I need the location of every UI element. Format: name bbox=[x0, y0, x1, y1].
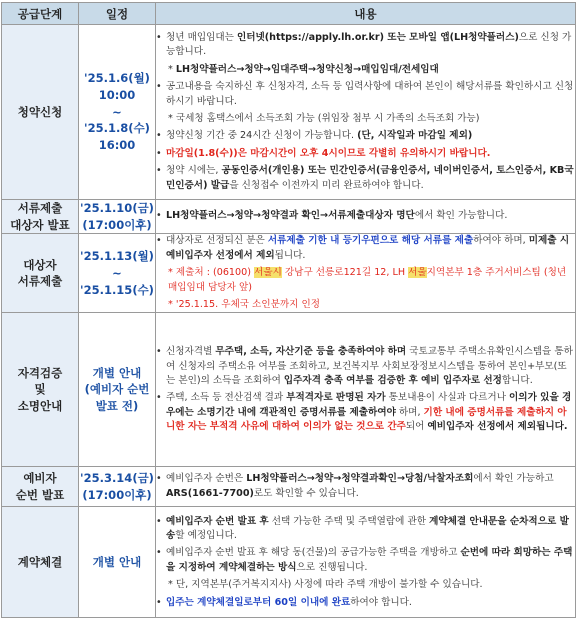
note-item bbox=[156, 266, 575, 295]
text-run: (단, 시작일과 마감일 제외) bbox=[357, 130, 473, 142]
schedule-table bbox=[1, 2, 576, 618]
content-cell bbox=[156, 467, 576, 507]
text-run: 서울시 bbox=[254, 267, 282, 279]
schedule-date: '25.3.14(금) bbox=[80, 471, 154, 486]
text-run: 대상자로 선정되신 분은 bbox=[166, 235, 268, 247]
header-schedule: 일정 bbox=[79, 3, 156, 25]
schedule-date: (17:00이후) bbox=[82, 217, 152, 232]
text-run: 입주자격 충족 여부를 검증한 후 예비 입주자로 선정 bbox=[283, 374, 502, 386]
text-run: 순번에 따라 희망하는 주택을 지정하여 계약체결하는 방식 bbox=[166, 547, 573, 573]
note-item bbox=[156, 578, 575, 592]
text-run: 인터넷(https://apply.lh.or.kr) 또는 모바일 앱(LH청약플러스) bbox=[236, 32, 519, 44]
text-run: 하여야 합니다. bbox=[350, 596, 412, 608]
text-run: 서류제출 기한 내 등기우편으로 해당 서류를 제출 bbox=[267, 235, 474, 247]
text-run: 부적격자로 판명된 자가 bbox=[286, 392, 386, 404]
schedule-date: 개별 안내 bbox=[92, 365, 142, 380]
schedule-date: '25.1.6(월) bbox=[84, 71, 150, 86]
schedule-date: ~ bbox=[112, 104, 122, 119]
header-stage: 공급단계 bbox=[2, 3, 79, 25]
bullet-item bbox=[156, 472, 575, 501]
bullet-icon: • bbox=[156, 130, 162, 142]
bullet-icon: • bbox=[156, 32, 162, 44]
table-row bbox=[2, 467, 576, 507]
bullet-icon: • bbox=[156, 210, 162, 222]
text-run: 마감일(1.8(수))은 마감시간이 오후 4시이므로 각별히 유의하시기 바랍니다. bbox=[166, 147, 491, 159]
table-row bbox=[2, 200, 576, 234]
bullet-item bbox=[156, 164, 575, 193]
text-run: 청약신청 기간 중 24시간 신청이 가능합니다. bbox=[166, 130, 358, 142]
text-run: 공동인증서(개인용) 또는 민간인증서(금융인증서, 네이버인증서, 토스인증서, KB국민인증서) 발급 bbox=[166, 165, 574, 191]
bullet-item bbox=[156, 596, 575, 610]
schedule-date: '25.1.10(금) bbox=[80, 201, 154, 215]
bullet-item bbox=[156, 80, 575, 109]
text-run: 예비입주자 선정에서 제외됩니다. bbox=[427, 421, 568, 433]
text-run: 국토교통부 주택소유확인시스템을 통하여 신청자의 주택소유 여부를 조회하고, 보건복지부 사회보장정보시스템을 통하여 본인+부모(또는 본인)의 소득을 조회하여 bbox=[166, 346, 573, 386]
stage-cell bbox=[2, 200, 79, 234]
stage-label: 예비자 bbox=[23, 471, 57, 486]
bullet-icon: • bbox=[156, 235, 162, 247]
stage-label: 자격검증 bbox=[17, 365, 63, 380]
stage-cell bbox=[2, 313, 79, 467]
schedule-date: 16:00 bbox=[98, 138, 136, 152]
stage-label: 계약체결 bbox=[17, 554, 63, 569]
text-run: 할 예정입니다. bbox=[175, 530, 237, 542]
note-item bbox=[156, 63, 575, 77]
schedule-date: 10:00 bbox=[98, 87, 136, 102]
text-run: 통보내용이 사실과 다르거나 bbox=[385, 392, 510, 404]
note-item bbox=[156, 112, 575, 126]
table-row bbox=[2, 507, 576, 618]
bullet-icon: • bbox=[156, 473, 162, 485]
text-run: 으로 신청 가능합니다. bbox=[166, 32, 572, 58]
text-run: 이의가 있을 경우에는 소명기간 내에 객관적인 증명서류를 제출하여야 bbox=[166, 392, 572, 418]
table-row bbox=[2, 313, 576, 467]
text-run: 예비입주자 순번 발표 후 bbox=[166, 515, 269, 527]
stage-label: 대상자 bbox=[23, 257, 57, 272]
bullet-item bbox=[156, 345, 575, 388]
bullet-item bbox=[156, 209, 575, 223]
schedule-date: 발표 전) bbox=[95, 399, 139, 414]
stage-label: 서류제출 bbox=[17, 201, 63, 215]
text-run: 지역본부 1층 주거서비스팀 (청년매입임대 담당자 앞) bbox=[168, 267, 567, 293]
schedule-cell bbox=[79, 467, 156, 507]
text-run: 로도 확인할 수 있습니다. bbox=[253, 487, 359, 499]
text-run: 합니다. bbox=[501, 374, 533, 386]
bullet-item bbox=[156, 129, 575, 143]
schedule-cell bbox=[79, 507, 156, 618]
bullet-icon: • bbox=[156, 165, 162, 177]
bullet-item bbox=[156, 391, 575, 434]
bullet-icon: • bbox=[156, 392, 162, 404]
text-run: * '25.1.15. 우체국 소인분까지 인정 bbox=[168, 298, 320, 310]
text-run: 입주는 계약체결일로부터 60일 이내에 완료 bbox=[166, 596, 351, 608]
table-header-row bbox=[2, 3, 576, 25]
bullet-item bbox=[156, 31, 575, 60]
schedule-date: (17:00이후) bbox=[82, 487, 152, 502]
schedule-cell bbox=[79, 200, 156, 234]
schedule-date: '25.1.8(수) bbox=[84, 121, 150, 136]
text-run: LH청약플러스→청약→임대주택→청약신청→매입임대/전세임대 bbox=[175, 63, 439, 75]
content-cell bbox=[156, 200, 576, 234]
bullet-icon: • bbox=[156, 81, 162, 93]
text-run: 무주택, 소득, 자산기준 등을 충족하여야 하며 bbox=[215, 346, 407, 358]
stage-cell bbox=[2, 467, 79, 507]
text-run: 으로 진행됩니다. bbox=[296, 561, 368, 573]
stage-cell bbox=[2, 507, 79, 618]
schedule-date: '25.1.13(월) bbox=[80, 249, 154, 264]
text-run: 청년 매입임대는 bbox=[166, 32, 237, 44]
text-run: 을 신청접수 이전까지 미리 완료하여야 합니다. bbox=[229, 179, 424, 191]
bullet-icon: • bbox=[156, 147, 162, 159]
text-run: 됩니다. bbox=[274, 249, 306, 261]
text-run: * 국세청 홈택스에서 소득조회 가능 (위임장 첨부 시 가족의 소득조회 가능) bbox=[168, 113, 480, 124]
bullet-icon: • bbox=[156, 596, 162, 608]
table-row bbox=[2, 25, 576, 200]
text-run: 하며, bbox=[395, 406, 424, 418]
bullet-icon: • bbox=[156, 547, 162, 559]
text-run: 에서 확인 가능하고 bbox=[473, 473, 554, 485]
text-run: 예비입주자 순번은 bbox=[166, 473, 247, 485]
content-cell bbox=[156, 313, 576, 467]
text-run: 신청자격별 bbox=[166, 346, 216, 358]
text-run: * 단, 지역본부(주거복지지사) 사정에 따라 주택 개방이 불가할 수 있습니다. bbox=[168, 579, 483, 591]
schedule-cell bbox=[79, 313, 156, 467]
text-run: 서울 bbox=[408, 267, 427, 279]
note-item bbox=[156, 298, 575, 312]
text-run: ARS(1661-7700) bbox=[166, 487, 254, 499]
bullet-item bbox=[156, 546, 575, 575]
text-run: 청약 시에는, bbox=[166, 165, 222, 177]
bullet-icon: • bbox=[156, 346, 162, 358]
bullet-item bbox=[156, 234, 575, 263]
stage-label: 대상자 발표 bbox=[10, 217, 70, 232]
text-run: 되어 bbox=[405, 421, 428, 433]
content-cell bbox=[156, 25, 576, 200]
stage-label: 및 bbox=[34, 382, 46, 397]
text-run: * bbox=[168, 63, 176, 75]
text-run: 에서 확인 가능합니다. bbox=[414, 210, 508, 222]
stage-label: 서류제출 bbox=[17, 274, 63, 289]
schedule-date: (예비자 순번 bbox=[84, 382, 150, 397]
table-row bbox=[2, 234, 576, 313]
text-run: 주택, 소득 등 전산검색 결과 bbox=[166, 392, 287, 404]
header-content: 내용 bbox=[156, 3, 576, 25]
stage-cell bbox=[2, 25, 79, 200]
text-run: 선택 가능한 주택 및 주택열람에 관한 bbox=[268, 515, 430, 527]
schedule-date: ~ '25.1.15(수) bbox=[80, 265, 154, 297]
stage-cell bbox=[2, 234, 79, 313]
bullet-icon: • bbox=[156, 515, 162, 527]
text-run: 계약체결 안내문을 순차적으로 발송 bbox=[166, 515, 569, 542]
text-run: LH청약플러스→청약→청약결과확인→당첨/낙찰자조회 bbox=[246, 473, 474, 485]
text-run: 미제출 시 예비입주자 선정에서 제외 bbox=[166, 235, 570, 261]
text-run: 공고내용을 숙지하신 후 신청자격, 소득 등 입력사항에 대하여 본인이 해당서류를 확인하시고 신청하시기 바랍니다. bbox=[166, 81, 574, 107]
stage-label: 소명안내 bbox=[17, 399, 63, 414]
text-run: 강남구 선릉로121길 12, LH bbox=[281, 267, 409, 279]
schedule-cell bbox=[79, 234, 156, 313]
text-run: 기한 내에 증명서류를 제출하지 아니한 자는 부적격 사유에 대하여 이의가 없는 것으로 간주 bbox=[166, 406, 567, 433]
text-run: LH청약플러스→청약→청약결과 확인→서류제출대상자 명단 bbox=[166, 210, 415, 222]
text-run: 예비입주자 순번 발표 후 해당 동(건물)의 공급가능한 주택을 개방하고 bbox=[166, 547, 461, 559]
bullet-item bbox=[156, 515, 575, 544]
bullet-item bbox=[156, 147, 575, 161]
content-cell bbox=[156, 234, 576, 313]
text-run: * 제출처 : (06100) bbox=[168, 267, 255, 279]
stage-label: 순번 발표 bbox=[15, 487, 65, 502]
text-run: 하여야 하며, bbox=[473, 235, 529, 247]
schedule-date: 개별 안내 bbox=[92, 554, 142, 569]
content-cell bbox=[156, 507, 576, 618]
schedule-cell bbox=[79, 25, 156, 200]
stage-label: 청약신청 bbox=[17, 104, 63, 119]
